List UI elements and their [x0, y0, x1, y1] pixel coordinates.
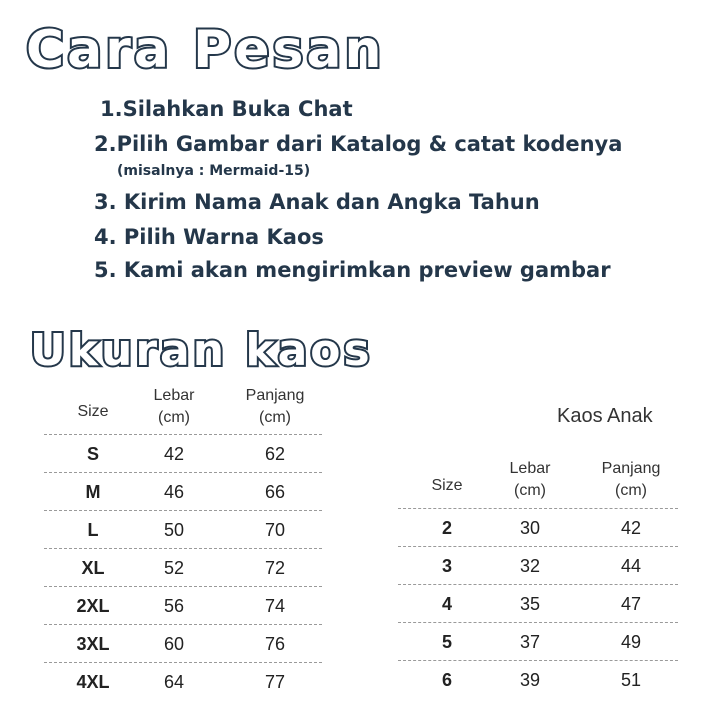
table-row [398, 546, 678, 585]
cell-size: 2 [441, 518, 452, 538]
step-item [94, 258, 611, 282]
header-size: Size [77, 403, 109, 420]
step-text: Pilih Gambar dari Katalog & catat kodenya [116, 132, 623, 156]
header-size: Size [431, 477, 463, 494]
step-item [94, 190, 540, 214]
step-number: 1. [100, 97, 123, 121]
adult-size-table [44, 385, 322, 705]
cell-width: 60 [163, 634, 185, 654]
cell-width: 39 [519, 670, 541, 690]
table-row [44, 434, 322, 473]
kids-table-title: Kaos Anak [557, 405, 653, 427]
page-title: Cara Pesan [26, 20, 385, 80]
cell-length: 77 [264, 672, 286, 692]
header-width-label: Lebar [509, 460, 551, 477]
cell-length: 49 [620, 632, 642, 652]
cell-width: 42 [163, 444, 185, 464]
cell-length: 44 [620, 556, 642, 576]
step-text: Pilih Warna Kaos [123, 225, 324, 249]
cell-length: 66 [264, 482, 286, 502]
cell-length: 76 [264, 634, 286, 654]
cell-size: M [85, 482, 101, 502]
header-width-unit: (cm) [158, 409, 190, 426]
header-width [138, 385, 210, 429]
header-length-label: Panjang [601, 460, 661, 477]
header-width [494, 458, 566, 502]
step-number: 5. [94, 258, 117, 282]
cell-size: S [86, 444, 99, 464]
cell-length: 72 [264, 558, 286, 578]
table-row [44, 662, 322, 701]
table-row [398, 508, 678, 547]
cell-length: 70 [264, 520, 286, 540]
cell-width: 35 [519, 594, 541, 614]
cell-width: 56 [163, 596, 185, 616]
step-text: Silahkan Buka Chat [122, 97, 353, 121]
cell-width: 64 [163, 672, 185, 692]
table-row [44, 586, 322, 625]
cell-length: 74 [264, 596, 286, 616]
step-note: (misalnya : Mermaid-15) [117, 163, 311, 179]
header-length-unit: (cm) [259, 409, 291, 426]
table-row [44, 548, 322, 587]
step-number: 3. [94, 190, 117, 214]
cell-width: 32 [519, 556, 541, 576]
cell-length: 62 [264, 444, 286, 464]
step-text: Kami akan mengirimkan preview gambar [123, 258, 611, 282]
header-length-label: Panjang [245, 387, 305, 404]
cell-width: 46 [163, 482, 185, 502]
cell-width: 50 [163, 520, 185, 540]
table-row [398, 660, 678, 699]
cell-length: 51 [620, 670, 642, 690]
step-number: 4. [94, 225, 117, 249]
header-length-unit: (cm) [615, 482, 647, 499]
table-row [44, 624, 322, 663]
header-width-unit: (cm) [514, 482, 546, 499]
cell-length: 42 [620, 518, 642, 538]
cell-size: 2XL [76, 596, 110, 616]
step-text: Kirim Nama Anak dan Angka Tahun [123, 190, 540, 214]
cell-width: 30 [519, 518, 541, 538]
cell-size: L [87, 520, 99, 540]
cell-size: 4XL [76, 672, 110, 692]
cell-size: 3 [441, 556, 452, 576]
cell-size: 3XL [76, 634, 110, 654]
cell-size: XL [81, 558, 105, 578]
step-number: 2. [94, 132, 117, 156]
kids-size-table [398, 458, 678, 698]
step-item [100, 97, 353, 121]
cell-size: 5 [441, 632, 452, 652]
cell-length: 47 [620, 594, 642, 614]
table-row [398, 584, 678, 623]
cell-size: 4 [441, 594, 452, 614]
cell-width: 52 [163, 558, 185, 578]
step-item [94, 225, 324, 249]
size-section-title: Ukuran kaos [30, 325, 373, 376]
cell-width: 37 [519, 632, 541, 652]
header-length [230, 385, 320, 429]
header-width-label: Lebar [153, 387, 195, 404]
step-item [94, 132, 622, 156]
table-row [44, 510, 322, 549]
table-row [398, 622, 678, 661]
cell-size: 6 [441, 670, 452, 690]
table-row [44, 472, 322, 511]
header-length [586, 458, 676, 502]
